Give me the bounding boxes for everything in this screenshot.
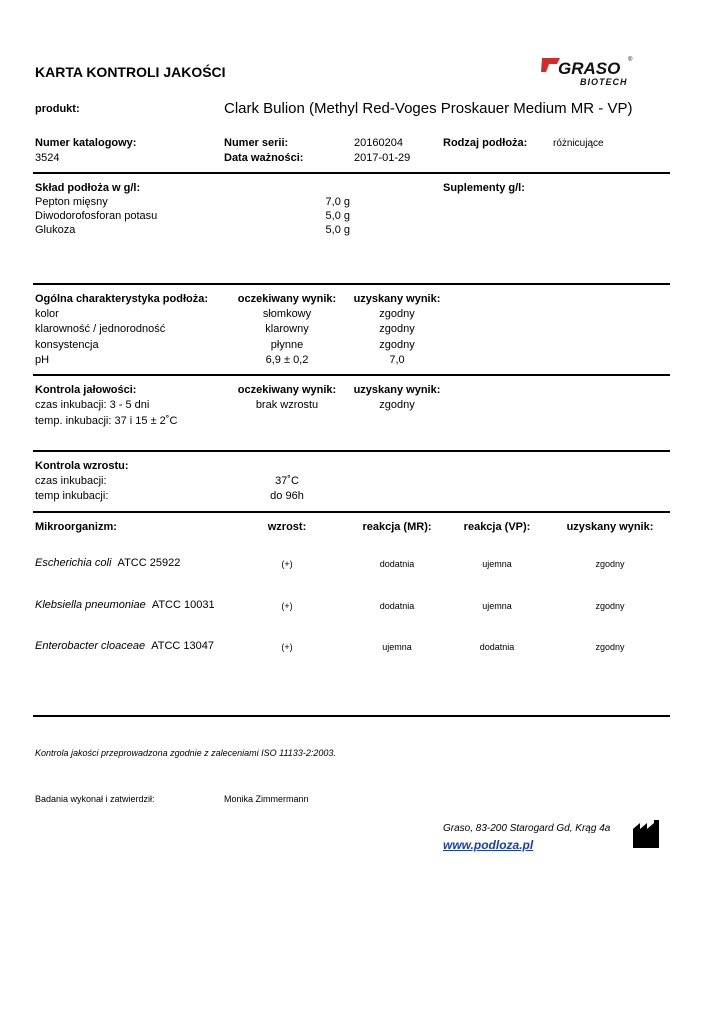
microorganism-header: Mikroorganizm: [35, 521, 117, 533]
graso-logo [540, 54, 640, 90]
logo-sub-text: BIOTECH [580, 77, 628, 87]
growth-control-label: Kontrola wzrostu: [35, 460, 129, 472]
composition-label: Skład podłoża w g/l: [35, 182, 141, 194]
logo-main-text: GRASO [558, 59, 621, 78]
divider [33, 283, 670, 285]
obtained-result-header: uzyskany wynik: [353, 384, 441, 396]
supplements-label: Suplementy g/l: [443, 182, 525, 194]
expiry-date-value: 2017-01-29 [354, 152, 411, 164]
registered-mark: ® [628, 57, 633, 63]
growth-header: wzrost: [267, 521, 307, 533]
medium-type-value: różnicujące [553, 138, 604, 149]
growth-value: (+) [281, 559, 293, 569]
composition-item-name: Pepton mięsny [35, 196, 108, 208]
document-title: KARTA KONTROLI JAKOŚCI [35, 64, 226, 80]
characteristic-name: pH [35, 354, 50, 366]
characteristic-expected: płynne [270, 339, 304, 351]
series-number-label: Numer serii: [224, 137, 289, 149]
divider [33, 511, 670, 513]
obtained-result-header: uzyskany wynik: [353, 293, 441, 305]
table-row [35, 599, 215, 611]
mr-reaction-value: ujemna [382, 642, 412, 652]
sterility-incubation-time: czas inkubacji: 3 - 5 dni [35, 399, 150, 411]
graso-logo-mark [540, 54, 640, 90]
website-link[interactable]: www.podloza.pl [443, 838, 534, 852]
vp-reaction-value: ujemna [482, 559, 512, 569]
vp-reaction-value: ujemna [482, 601, 512, 611]
result-value: zgodny [595, 601, 625, 611]
species-name: Enterobacter cloaceae [35, 640, 146, 652]
series-number-value: 20160204 [354, 137, 403, 149]
divider [33, 374, 670, 376]
composition-item-name: Diwodorofosforan potasu [35, 210, 158, 222]
sterility-label: Kontrola jałowości: [35, 384, 137, 396]
catalog-number-label: Numer katalogowy: [35, 137, 137, 149]
characteristic-name: kolor [35, 308, 59, 320]
expected-result-header: oczekiwany wynik: [237, 293, 337, 305]
growth-time-value: 37˚C [275, 475, 299, 487]
species-name: Escherichia coli [35, 557, 112, 569]
characteristic-obtained: zgodny [379, 308, 415, 320]
table-row [35, 640, 214, 652]
growth-value: (+) [281, 642, 293, 652]
growth-time-label: czas inkubacji: [35, 475, 107, 487]
result-value: zgodny [595, 559, 625, 569]
characteristic-obtained: zgodny [379, 339, 415, 351]
mr-reaction-value: dodatnia [379, 601, 415, 611]
product-label: produkt: [35, 103, 80, 115]
mr-reaction-header: reakcja (MR): [362, 521, 432, 533]
growth-temp-label: temp inkubacji: [35, 490, 109, 502]
strain-code: ATCC 10031 [151, 599, 215, 611]
obtained-result-header: uzyskany wynik: [566, 521, 654, 533]
species-name: Klebsiella pneumoniae [35, 599, 146, 611]
strain-code: ATCC 25922 [117, 557, 181, 569]
iso-note: Kontrola jakości przeprowadzona zgodnie z zaleceniami ISO 11133-2:2003. [35, 748, 336, 758]
characteristic-expected: słomkowy [262, 308, 312, 320]
strain-code: ATCC 13047 [151, 640, 214, 652]
approved-by-name: Monika Zimmermann [224, 794, 309, 804]
characteristic-obtained: 7,0 [389, 354, 405, 366]
composition-item-value: 5,0 g [325, 224, 350, 236]
product-name: Clark Bulion (Methyl Red-Voges Proskauer Medium MR - VP) [224, 100, 633, 117]
catalog-number-value: 3524 [35, 152, 60, 164]
sterility-incubation-temp: temp. inkubacji: 37 i 15 ± 2˚C [35, 415, 178, 427]
characteristic-obtained: zgodny [379, 323, 415, 335]
company-address: Graso, 83-200 Starogard Gd, Krąg 4a [443, 823, 611, 834]
growth-value: (+) [281, 601, 293, 611]
sterility-expected: brak wzrostu [255, 399, 319, 411]
mr-reaction-value: dodatnia [379, 559, 415, 569]
divider [33, 715, 670, 717]
approved-by-label: Badania wykonał i zatwierdził: [35, 794, 155, 804]
expiry-date-label: Data ważności: [224, 152, 304, 164]
table-row [35, 557, 180, 569]
characteristics-label: Ogólna charakterystyka podłoża: [35, 293, 208, 305]
sterility-obtained: zgodny [379, 399, 415, 411]
expected-result-header: oczekiwany wynik: [237, 384, 337, 396]
medium-type-label: Rodzaj podłoża: [443, 137, 528, 149]
composition-item-name: Glukoza [35, 224, 76, 236]
characteristic-expected: 6,9 ± 0,2 [265, 354, 309, 366]
growth-temp-value: do 96h [270, 490, 304, 502]
vp-reaction-value: dodatnia [479, 642, 515, 652]
composition-item-value: 5,0 g [325, 210, 350, 222]
divider [33, 450, 670, 452]
characteristic-expected: klarowny [265, 323, 309, 335]
vp-reaction-header: reakcja (VP): [463, 521, 531, 533]
divider [33, 172, 670, 174]
result-value: zgodny [595, 642, 625, 652]
manufacturer-icon [632, 819, 662, 849]
composition-item-value: 7,0 g [325, 196, 350, 208]
characteristic-name: klarowność / jednorodność [35, 323, 166, 335]
characteristic-name: konsystencja [35, 339, 99, 351]
